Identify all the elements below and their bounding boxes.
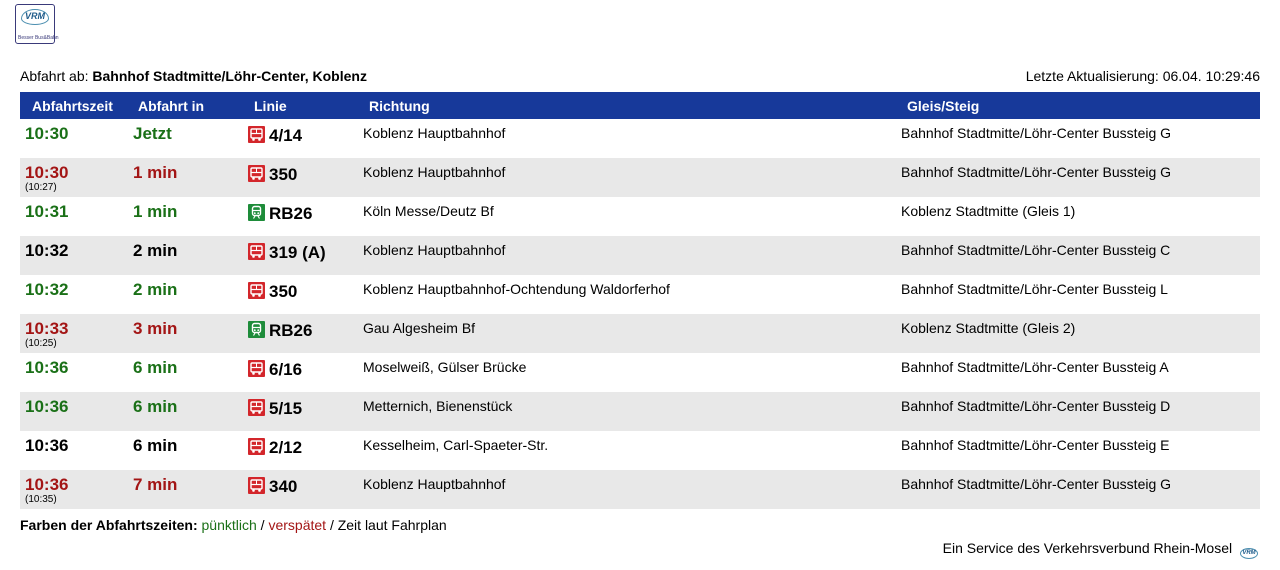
scheduled-time: (10:25) — [25, 338, 57, 349]
departure-in: 3 min — [133, 319, 178, 338]
bus-icon — [248, 165, 265, 182]
departure-in: Jetzt — [133, 124, 172, 143]
departure-row — [20, 275, 1260, 314]
departure-time-cell — [20, 158, 132, 197]
color-legend — [20, 517, 447, 533]
col-direction: Richtung — [369, 97, 430, 114]
direction: Gau Algesheim Bf — [363, 320, 476, 336]
line-number: 319 (A) — [269, 243, 326, 262]
platform: Bahnhof Stadtmitte/Löhr-Center Bussteig G — [901, 164, 1172, 180]
legend-plan: Zeit laut Fahrplan — [337, 517, 447, 533]
platform: Bahnhof Stadtmitte/Löhr-Center Bussteig D — [901, 398, 1171, 414]
line-cell — [248, 314, 363, 353]
departure-time: 10:30 — [25, 124, 69, 143]
departure-row — [20, 314, 1260, 353]
departure-in: 1 min — [133, 202, 178, 221]
col-departure-time: Abfahrtszeit — [32, 97, 113, 114]
direction: Metternich, Bienenstück — [363, 398, 513, 414]
departure-time-cell — [20, 119, 132, 158]
direction: Kesselheim, Carl-Spaeter-Str. — [363, 437, 549, 453]
line-number: RB26 — [269, 321, 313, 340]
bus-icon — [248, 126, 265, 143]
departure-time-cell — [20, 236, 132, 275]
departure-time: 10:32 — [25, 241, 69, 260]
col-departure-in: Abfahrt in — [138, 97, 205, 114]
departure-row — [20, 392, 1260, 431]
legend-separator: / — [329, 517, 334, 533]
line-number: 350 — [269, 165, 298, 184]
bus-icon — [248, 399, 265, 416]
vrm-logo-mark: VRM — [21, 9, 49, 25]
platform: Koblenz Stadtmitte (Gleis 1) — [901, 203, 1076, 219]
platform: Koblenz Stadtmitte (Gleis 2) — [901, 320, 1076, 336]
departure-in: 6 min — [133, 358, 178, 377]
platform: Bahnhof Stadtmitte/Löhr-Center Bussteig A — [901, 359, 1169, 375]
departure-stop-info — [20, 68, 367, 84]
direction: Koblenz Hauptbahnhof — [363, 476, 506, 492]
departure-row — [20, 119, 1260, 158]
legend-ontime: pünktlich — [201, 517, 257, 533]
departure-time: 10:33 — [25, 319, 69, 338]
board-header — [20, 92, 1260, 119]
departure-time-cell — [20, 353, 132, 392]
line-number: 350 — [269, 282, 298, 301]
last-update: Letzte Aktualisierung: 06.04. 10:29:46 — [1025, 68, 1260, 84]
departure-time: 10:36 — [25, 436, 69, 455]
direction: Koblenz Hauptbahnhof — [363, 125, 506, 141]
line-cell — [248, 236, 363, 275]
platform: Bahnhof Stadtmitte/Löhr-Center Bussteig C — [901, 242, 1171, 258]
scheduled-time: (10:35) — [25, 494, 57, 505]
line-number: 4/14 — [269, 126, 303, 145]
bus-icon — [248, 282, 265, 299]
departure-time-cell — [20, 197, 132, 236]
line-cell — [248, 158, 363, 197]
departure-in: 6 min — [133, 397, 178, 416]
departure-in: 1 min — [133, 163, 178, 182]
departure-time: 10:31 — [25, 202, 69, 221]
departure-row — [20, 431, 1260, 470]
line-number: 6/16 — [269, 360, 303, 379]
direction: Köln Messe/Deutz Bf — [363, 203, 494, 219]
line-cell — [248, 353, 363, 392]
bus-icon — [248, 360, 265, 377]
platform: Bahnhof Stadtmitte/Löhr-Center Bussteig G — [901, 476, 1172, 492]
legend-late: verspätet — [268, 517, 327, 533]
departure-row — [20, 236, 1260, 275]
departure-row — [20, 353, 1260, 392]
departure-time: 10:36 — [25, 358, 69, 377]
bus-icon — [248, 438, 265, 455]
scheduled-time: (10:27) — [25, 182, 57, 193]
departure-board — [20, 92, 1260, 509]
col-line: Linie — [254, 97, 287, 114]
departure-time-cell — [20, 470, 132, 509]
vrm-mini-logo: VRM — [1240, 548, 1258, 559]
train-icon — [248, 321, 265, 338]
line-number: 340 — [269, 477, 298, 496]
departure-time: 10:36 — [25, 475, 69, 494]
departure-in: 6 min — [133, 436, 178, 455]
footer — [943, 540, 1258, 559]
departure-row — [20, 197, 1260, 236]
departure-row — [20, 158, 1260, 197]
direction: Koblenz Hauptbahnhof — [363, 164, 506, 180]
bus-icon — [248, 477, 265, 494]
footer-text: Ein Service des Verkehrsverbund Rhein-Mosel — [942, 540, 1233, 556]
departure-time-cell — [20, 431, 132, 470]
line-cell — [248, 431, 363, 470]
line-number: 5/15 — [269, 399, 303, 418]
legend-label: Farben der Abfahrtszeiten: — [20, 517, 198, 533]
line-cell — [248, 392, 363, 431]
departure-time-cell — [20, 275, 132, 314]
vrm-logo — [15, 4, 59, 44]
departure-time: 10:36 — [25, 397, 69, 416]
line-cell — [248, 275, 363, 314]
departure-time: 10:32 — [25, 280, 69, 299]
direction: Moselweiß, Gülser Brücke — [363, 359, 527, 375]
departure-time: 10:30 — [25, 163, 69, 182]
line-number: RB26 — [269, 204, 313, 223]
platform: Bahnhof Stadtmitte/Löhr-Center Bussteig G — [901, 125, 1172, 141]
departure-in: 2 min — [133, 241, 178, 260]
departure-row — [20, 470, 1260, 509]
bus-icon — [248, 243, 265, 260]
direction: Koblenz Hauptbahnhof-Ochtendung Waldorferhof — [363, 281, 670, 297]
line-cell — [248, 470, 363, 509]
departure-time-cell — [20, 314, 132, 353]
departure-label: Abfahrt ab: — [20, 68, 89, 84]
vrm-logo-subtitle: Besser Bus&Bahn — [18, 35, 59, 41]
platform: Bahnhof Stadtmitte/Löhr-Center Bussteig E — [901, 437, 1170, 453]
train-icon — [248, 204, 265, 221]
col-platform: Gleis/Steig — [907, 97, 980, 114]
line-cell — [248, 119, 363, 158]
departure-in: 7 min — [133, 475, 178, 494]
platform: Bahnhof Stadtmitte/Löhr-Center Bussteig L — [901, 281, 1168, 297]
line-number: 2/12 — [269, 438, 303, 457]
line-cell — [248, 197, 363, 236]
departure-in: 2 min — [133, 280, 178, 299]
legend-separator: / — [260, 517, 265, 533]
stop-name: Bahnhof Stadtmitte/Löhr-Center, Koblenz — [92, 68, 367, 84]
departure-time-cell — [20, 392, 132, 431]
direction: Koblenz Hauptbahnhof — [363, 242, 506, 258]
